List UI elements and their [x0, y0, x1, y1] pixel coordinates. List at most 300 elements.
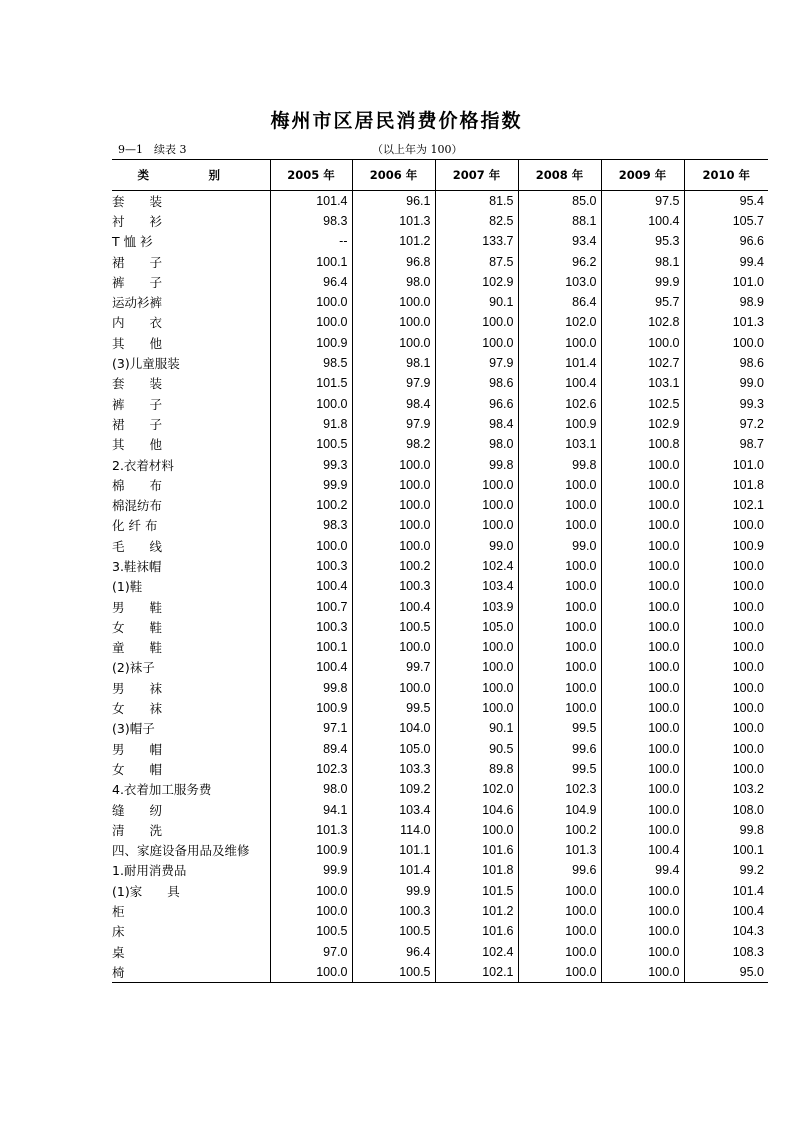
- index-value: 100.4: [270, 576, 352, 596]
- index-value: 101.4: [684, 881, 768, 901]
- index-value: 100.0: [601, 779, 684, 799]
- index-value: 100.0: [601, 678, 684, 698]
- index-value: 100.4: [601, 840, 684, 860]
- index-value: 100.0: [684, 739, 768, 759]
- row-category: 桌: [112, 944, 125, 960]
- index-value: 100.0: [270, 881, 352, 901]
- index-value: 108.0: [684, 799, 768, 819]
- index-value: 100.0: [601, 475, 684, 495]
- index-value: 103.4: [352, 799, 435, 819]
- index-value: 100.0: [518, 515, 601, 535]
- index-value: 96.1: [352, 191, 435, 211]
- index-value: 100.0: [518, 495, 601, 515]
- table-row: [112, 353, 768, 373]
- header-2007: 2007 年: [435, 160, 518, 191]
- index-value: 98.4: [435, 414, 518, 434]
- index-value: 105.7: [684, 211, 768, 231]
- table-row: [112, 211, 768, 231]
- index-value: 102.9: [435, 272, 518, 292]
- index-value: 98.0: [435, 434, 518, 454]
- index-value: 100.0: [518, 576, 601, 596]
- index-value: 100.9: [684, 536, 768, 556]
- row-category: T 恤 衫: [112, 234, 153, 250]
- table-row: [112, 941, 768, 961]
- index-value: 100.0: [601, 698, 684, 718]
- index-value: 101.4: [270, 191, 352, 211]
- index-value: 101.3: [352, 211, 435, 231]
- table-row: [112, 312, 768, 332]
- index-value: 100.0: [352, 333, 435, 353]
- index-value: 99.4: [601, 860, 684, 880]
- table-row: [112, 881, 768, 901]
- row-category: 清 洗: [112, 822, 163, 838]
- row-category: 棉混纺布: [112, 498, 163, 514]
- table-row: [112, 292, 768, 312]
- index-value: 101.5: [270, 373, 352, 393]
- index-value: 81.5: [435, 191, 518, 211]
- table-row: [112, 718, 768, 738]
- index-value: 100.0: [270, 393, 352, 413]
- index-value: 133.7: [435, 231, 518, 251]
- index-value: 100.0: [601, 820, 684, 840]
- index-value: 86.4: [518, 292, 601, 312]
- row-category: (3)儿童服装: [112, 356, 180, 372]
- row-category: 2.衣着材料: [112, 457, 174, 473]
- index-value: 100.0: [435, 333, 518, 353]
- index-value: 97.2: [684, 414, 768, 434]
- index-value: 101.4: [518, 353, 601, 373]
- index-value: 102.9: [601, 414, 684, 434]
- index-value: 100.0: [518, 617, 601, 637]
- index-value: 99.4: [684, 251, 768, 271]
- index-value: 104.6: [435, 799, 518, 819]
- table-row: [112, 373, 768, 393]
- index-value: 100.0: [601, 962, 684, 982]
- table-row: [112, 678, 768, 698]
- index-value: 104.0: [352, 718, 435, 738]
- table-row: [112, 414, 768, 434]
- index-value: 96.4: [352, 941, 435, 961]
- index-value: 100.0: [601, 657, 684, 677]
- index-value: 100.0: [684, 576, 768, 596]
- index-value: 100.0: [684, 617, 768, 637]
- index-value: 100.5: [352, 962, 435, 982]
- index-value: 100.0: [684, 698, 768, 718]
- base-note: （以上年为 100）: [372, 143, 463, 156]
- index-value: 100.0: [518, 556, 601, 576]
- index-value: 97.9: [352, 414, 435, 434]
- header-2010: 2010 年: [684, 160, 768, 191]
- index-value: 101.1: [352, 840, 435, 860]
- index-value: 99.9: [352, 881, 435, 901]
- index-value: 100.0: [270, 901, 352, 921]
- table-row: [112, 739, 768, 759]
- index-value: 100.0: [435, 698, 518, 718]
- index-value: 100.0: [601, 536, 684, 556]
- index-value: 108.3: [684, 941, 768, 961]
- index-value: 99.5: [518, 718, 601, 738]
- index-value: 100.0: [435, 495, 518, 515]
- index-value: 100.0: [352, 536, 435, 556]
- index-value: 100.0: [601, 759, 684, 779]
- index-value: 100.0: [435, 475, 518, 495]
- row-category: 男 袜: [112, 680, 163, 696]
- index-value: 100.0: [352, 515, 435, 535]
- row-category: (3)帽子: [112, 721, 155, 737]
- index-value: 100.9: [270, 698, 352, 718]
- index-value: 98.0: [270, 779, 352, 799]
- table-row: [112, 393, 768, 413]
- index-value: 100.0: [435, 637, 518, 657]
- index-value: 98.1: [601, 251, 684, 271]
- index-value: 100.0: [518, 921, 601, 941]
- index-value: 105.0: [352, 739, 435, 759]
- index-value: 100.0: [601, 515, 684, 535]
- index-value: 100.0: [684, 515, 768, 535]
- index-value: 100.0: [601, 739, 684, 759]
- index-value: 100.0: [684, 637, 768, 657]
- index-value: 87.5: [435, 251, 518, 271]
- index-value: 101.3: [518, 840, 601, 860]
- index-value: 100.0: [352, 678, 435, 698]
- index-value: 102.4: [435, 556, 518, 576]
- index-value: 101.6: [435, 840, 518, 860]
- table-row: [112, 860, 768, 880]
- table-row: [112, 962, 768, 982]
- index-value: 96.2: [518, 251, 601, 271]
- index-value: 100.0: [684, 657, 768, 677]
- index-value: 100.5: [270, 434, 352, 454]
- index-value: 100.0: [601, 718, 684, 738]
- index-value: 100.0: [601, 881, 684, 901]
- table-row: [112, 657, 768, 677]
- index-value: 100.0: [518, 637, 601, 657]
- header-2008: 2008 年: [518, 160, 601, 191]
- index-value: 114.0: [352, 820, 435, 840]
- index-value: 101.3: [270, 820, 352, 840]
- index-value: 100.1: [684, 840, 768, 860]
- row-category: 四、家庭设备用品及维修: [112, 843, 250, 859]
- row-category: 缝 纫: [112, 802, 163, 818]
- index-value: 100.0: [435, 678, 518, 698]
- index-value: 101.3: [684, 312, 768, 332]
- index-value: 102.7: [601, 353, 684, 373]
- row-category: 柜: [112, 904, 125, 920]
- index-value: 100.0: [352, 312, 435, 332]
- index-value: 93.4: [518, 231, 601, 251]
- index-value: 109.2: [352, 779, 435, 799]
- index-value: 102.4: [435, 941, 518, 961]
- index-value: 95.3: [601, 231, 684, 251]
- index-value: 100.0: [270, 962, 352, 982]
- index-value: 97.9: [435, 353, 518, 373]
- index-value: 100.3: [352, 576, 435, 596]
- index-value: 100.0: [601, 901, 684, 921]
- index-value: 97.5: [601, 191, 684, 211]
- index-value: 99.8: [435, 454, 518, 474]
- index-value: 100.0: [352, 495, 435, 515]
- index-value: 100.0: [270, 536, 352, 556]
- index-value: 100.2: [518, 820, 601, 840]
- table-row: [112, 617, 768, 637]
- index-value: 101.4: [352, 860, 435, 880]
- index-value: 99.9: [601, 272, 684, 292]
- index-value: 103.1: [601, 373, 684, 393]
- index-value: 99.7: [352, 657, 435, 677]
- row-category: 套 装: [112, 376, 163, 392]
- row-category: 椅: [112, 962, 270, 982]
- row-category: 男 鞋: [112, 599, 163, 615]
- index-value: 100.0: [601, 495, 684, 515]
- index-value: 100.0: [601, 617, 684, 637]
- table-row: [112, 799, 768, 819]
- index-value: 100.0: [601, 556, 684, 576]
- index-value: 101.2: [352, 231, 435, 251]
- index-value: 100.0: [684, 596, 768, 616]
- table-row: [112, 454, 768, 474]
- table-row: [112, 901, 768, 921]
- index-value: 100.0: [518, 881, 601, 901]
- index-value: 85.0: [518, 191, 601, 211]
- index-value: 100.5: [270, 921, 352, 941]
- table-row: [112, 434, 768, 454]
- index-value: 98.3: [270, 211, 352, 231]
- index-value: 98.9: [684, 292, 768, 312]
- index-value: 101.0: [684, 454, 768, 474]
- row-category: 套 装: [112, 193, 163, 209]
- index-value: 100.0: [435, 820, 518, 840]
- table-row: [112, 840, 768, 860]
- row-category: 女 帽: [112, 761, 163, 777]
- index-value: 98.1: [352, 353, 435, 373]
- table-row: [112, 272, 768, 292]
- index-value: 100.0: [270, 292, 352, 312]
- table-body: [112, 191, 768, 983]
- index-value: 102.1: [684, 495, 768, 515]
- index-value: 95.4: [684, 191, 768, 211]
- index-value: 97.1: [270, 718, 352, 738]
- table-row: [112, 333, 768, 353]
- index-value: 102.5: [601, 393, 684, 413]
- index-value: 95.0: [684, 962, 768, 982]
- index-value: 100.0: [518, 333, 601, 353]
- row-category: (1)鞋: [112, 579, 143, 595]
- index-value: 99.5: [518, 759, 601, 779]
- index-value: 99.9: [270, 860, 352, 880]
- row-category: 裙 子: [112, 254, 163, 270]
- index-value: 99.0: [435, 536, 518, 556]
- table-row: [112, 515, 768, 535]
- index-value: 88.1: [518, 211, 601, 231]
- index-value: 100.8: [601, 434, 684, 454]
- index-value: 100.0: [352, 475, 435, 495]
- index-value: 98.2: [352, 434, 435, 454]
- index-value: 99.9: [270, 475, 352, 495]
- index-value: 99.6: [518, 739, 601, 759]
- index-value: 100.0: [518, 657, 601, 677]
- row-category: 其 他: [112, 437, 163, 453]
- table-row: [112, 759, 768, 779]
- index-value: 100.0: [352, 292, 435, 312]
- table-row: [112, 596, 768, 616]
- index-value: 98.5: [270, 353, 352, 373]
- index-value: 100.0: [684, 556, 768, 576]
- index-value: 100.0: [435, 312, 518, 332]
- header-2006: 2006 年: [352, 160, 435, 191]
- index-value: 99.0: [684, 373, 768, 393]
- index-value: 104.3: [684, 921, 768, 941]
- index-value: 100.1: [270, 637, 352, 657]
- index-value: 100.0: [684, 678, 768, 698]
- index-value: 101.0: [684, 272, 768, 292]
- price-index-table: [112, 159, 768, 983]
- row-category: 1.耐用消费品: [112, 863, 187, 879]
- index-value: 102.3: [270, 759, 352, 779]
- index-value: 103.4: [435, 576, 518, 596]
- index-value: 100.0: [601, 333, 684, 353]
- index-value: 101.5: [435, 881, 518, 901]
- index-value: 91.8: [270, 414, 352, 434]
- index-value: 100.4: [684, 901, 768, 921]
- index-value: 102.1: [435, 962, 518, 982]
- index-value: 102.3: [518, 779, 601, 799]
- index-value: 100.0: [601, 921, 684, 941]
- index-value: 100.5: [352, 921, 435, 941]
- index-value: 102.0: [518, 312, 601, 332]
- index-value: 89.4: [270, 739, 352, 759]
- index-value: 100.4: [352, 596, 435, 616]
- index-value: 100.9: [270, 333, 352, 353]
- index-value: 96.8: [352, 251, 435, 271]
- index-value: 99.6: [518, 860, 601, 880]
- table-row: [112, 251, 768, 271]
- page-title: 梅州市区居民消费价格指数: [270, 110, 523, 132]
- index-value: 102.0: [435, 779, 518, 799]
- header-row: [112, 160, 768, 191]
- index-value: 98.6: [435, 373, 518, 393]
- index-value: 100.0: [601, 637, 684, 657]
- index-value: 99.3: [684, 393, 768, 413]
- index-value: 100.3: [270, 556, 352, 576]
- index-value: 82.5: [435, 211, 518, 231]
- header-2005: 2005 年: [270, 160, 352, 191]
- table-row: [112, 556, 768, 576]
- table-row: [112, 231, 768, 251]
- index-value: 100.0: [518, 941, 601, 961]
- row-category: 棉 布: [112, 477, 163, 493]
- index-value: 102.8: [601, 312, 684, 332]
- index-value: 98.6: [684, 353, 768, 373]
- table-row: [112, 820, 768, 840]
- index-value: 100.2: [270, 495, 352, 515]
- index-value: 100.0: [684, 718, 768, 738]
- index-value: 100.4: [601, 211, 684, 231]
- index-value: 99.3: [270, 454, 352, 474]
- index-value: 100.0: [601, 941, 684, 961]
- row-category: 化 纤 布: [112, 518, 158, 534]
- index-value: 99.5: [352, 698, 435, 718]
- header-category: 类 别: [112, 160, 270, 191]
- index-value: 96.4: [270, 272, 352, 292]
- index-value: 102.6: [518, 393, 601, 413]
- index-value: 103.3: [352, 759, 435, 779]
- index-value: 99.0: [518, 536, 601, 556]
- index-value: 100.0: [684, 333, 768, 353]
- table-row: [112, 495, 768, 515]
- index-value: 100.0: [270, 312, 352, 332]
- table-row: [112, 779, 768, 799]
- index-value: 100.0: [601, 576, 684, 596]
- index-value: 103.0: [518, 272, 601, 292]
- row-category: (2)袜子: [112, 660, 155, 676]
- index-value: 100.0: [518, 962, 601, 982]
- row-category: 女 鞋: [112, 619, 163, 635]
- index-value: 100.9: [270, 840, 352, 860]
- row-category: 裤 子: [112, 274, 163, 290]
- index-value: 99.2: [684, 860, 768, 880]
- index-value: 100.0: [601, 454, 684, 474]
- index-value: 100.0: [518, 596, 601, 616]
- index-value: 101.2: [435, 901, 518, 921]
- index-value: 100.4: [270, 657, 352, 677]
- index-value: 99.8: [684, 820, 768, 840]
- row-category: 裙 子: [112, 416, 163, 432]
- index-value: 103.1: [518, 434, 601, 454]
- table-row: [112, 475, 768, 495]
- index-value: 98.4: [352, 393, 435, 413]
- index-value: 98.3: [270, 515, 352, 535]
- row-category: 4.衣着加工服务费: [112, 782, 212, 798]
- index-value: 96.6: [435, 393, 518, 413]
- row-category: (1)家 具: [112, 883, 180, 899]
- index-value: 100.7: [270, 596, 352, 616]
- index-value: 89.8: [435, 759, 518, 779]
- index-value: 100.9: [518, 414, 601, 434]
- index-value: --: [270, 231, 352, 251]
- index-value: 100.3: [352, 901, 435, 921]
- index-value: 100.0: [684, 759, 768, 779]
- table-row: [112, 698, 768, 718]
- index-value: 97.9: [352, 373, 435, 393]
- row-category: 3.鞋袜帽: [112, 558, 162, 574]
- index-value: 97.0: [270, 941, 352, 961]
- index-value: 95.7: [601, 292, 684, 312]
- table-row: [112, 637, 768, 657]
- index-value: 105.0: [435, 617, 518, 637]
- index-value: 100.0: [601, 799, 684, 819]
- index-value: 98.0: [352, 272, 435, 292]
- index-value: 90.1: [435, 718, 518, 738]
- index-value: 100.2: [352, 556, 435, 576]
- index-value: 90.1: [435, 292, 518, 312]
- index-value: 96.6: [684, 231, 768, 251]
- row-category: 女 袜: [112, 701, 163, 717]
- index-value: 100.1: [270, 251, 352, 271]
- row-category: 内 衣: [112, 315, 163, 331]
- row-category: 男 帽: [112, 741, 163, 757]
- row-category: 童 鞋: [112, 640, 163, 656]
- row-category: 运动衫裤: [112, 295, 163, 311]
- row-category: 裤 子: [112, 396, 163, 412]
- index-value: 100.0: [601, 596, 684, 616]
- index-value: 98.7: [684, 434, 768, 454]
- table-row: [112, 921, 768, 941]
- index-value: 100.3: [270, 617, 352, 637]
- index-value: 101.6: [435, 921, 518, 941]
- row-category: 床: [112, 924, 125, 940]
- index-value: 100.0: [435, 515, 518, 535]
- index-value: 99.8: [518, 454, 601, 474]
